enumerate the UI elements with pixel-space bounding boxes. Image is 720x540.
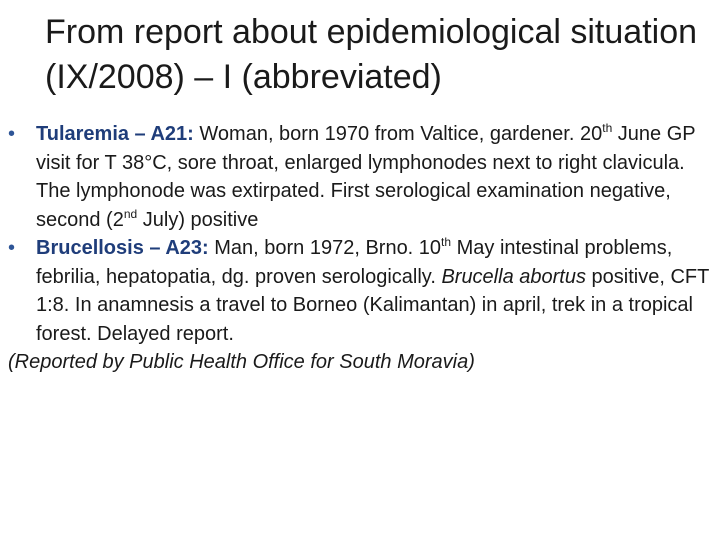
source-note: (Reported by Public Health Office for South Moravia) [8,351,475,373]
ordinal-suffix: nd [123,206,138,221]
ordinal-suffix: th [602,121,613,135]
bullet-item-brucellosis [8,234,713,348]
disease-term: Brucellosis – A23: [36,237,209,259]
bullet-icon: • [8,237,16,259]
slide-content [8,120,713,377]
species-name: Brucella abortus [441,265,586,288]
ordinal-suffix: th [441,235,452,249]
item-text: Woman, born 1970 from Valtice, gardener. 20 [193,123,603,145]
bullet-icon: • [8,123,16,145]
disease-term: Tularemia – A21: [36,123,194,145]
item-text: positive, CFT 1:8. In anamnesis a travel to Borneo (Kalimantan) in april, trek in a tropical forest. Delayed report. [36,265,709,345]
item-text: Man, born 1972, Brno. 10 [208,237,442,259]
item-text: July) positive [137,208,259,231]
bullet-item-tularemia [8,120,713,234]
item-text: June GP visit for T 38°C, sore throat, enlarged lymphonodes next to right clavicula. The lymphonode was extirpated. First serological examination negative, second (2 [36,123,696,231]
item-text: May intestinal problems, febrilia, hepatopatia, dg. proven serologically. [36,237,673,288]
slide-title: From report about epidemiological situation (IX/2008) – I (abbreviated) [45,13,698,96]
